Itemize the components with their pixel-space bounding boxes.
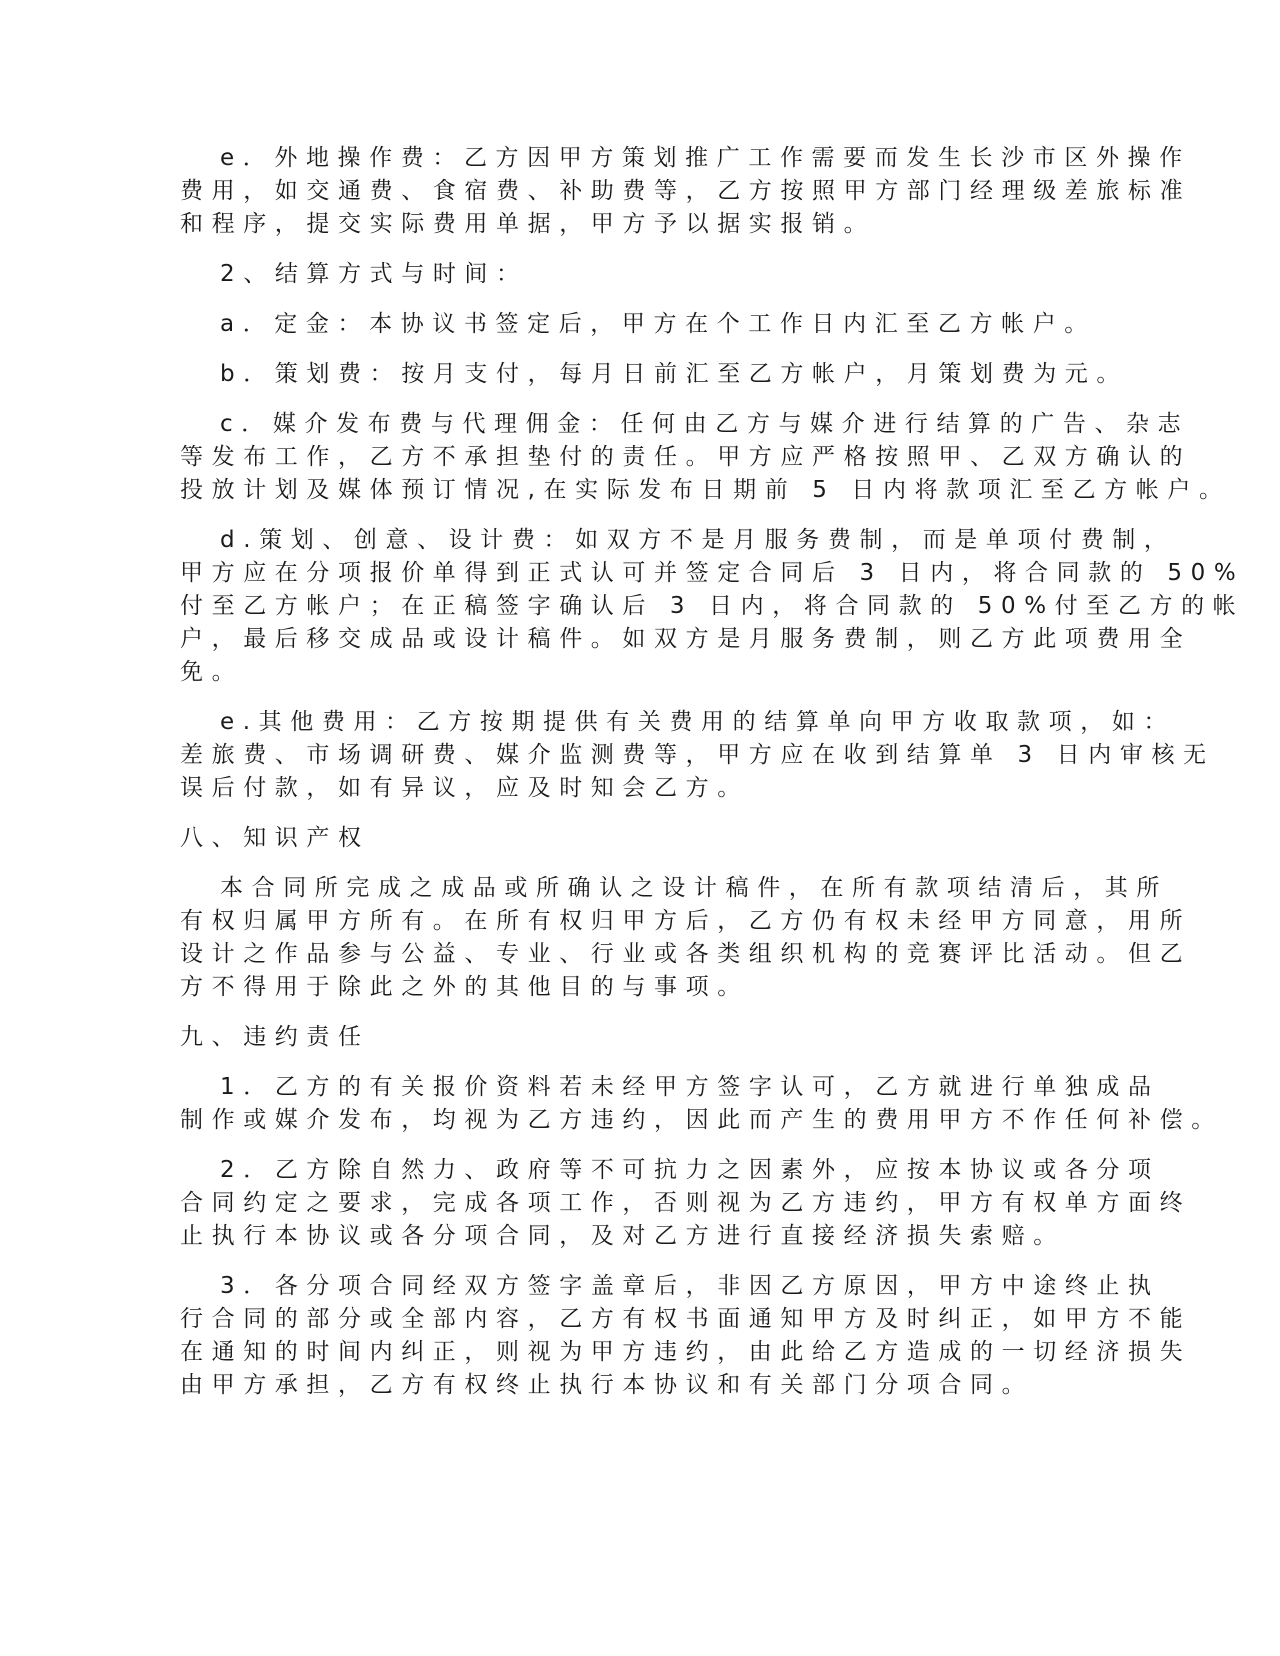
- text-line: 和程序，提交实际费用单据，甲方予以据实报销。: [180, 211, 876, 237]
- text-line: 本合同所完成之成品或所确认之设计稿件，在所有款项结清后，其所: [220, 875, 1168, 901]
- paragraph-c-media-fee: [180, 408, 1231, 507]
- text-line: 户，最后移交成品或设计稿件。如双方是月服务费制，则乙方此项费用全: [180, 626, 1192, 652]
- text-line: 费用，如交通费、食宿费、补助费等，乙方按照甲方部门经理级差旅标准: [180, 178, 1192, 204]
- text-line: e.其他费用：乙方按期提供有关费用的结算单向甲方收取款项，如：: [220, 709, 1176, 735]
- text-line: 2．乙方除自然力、政府等不可抗力之因素外，应按本协议或各分项: [220, 1157, 1160, 1183]
- text-line: 止执行本协议或各分项合同，及对乙方进行直接经济损失索赔。: [180, 1223, 1065, 1249]
- text-line: e．外地操作费：乙方因甲方策划推广工作需要而发生长沙市区外操作: [220, 145, 1191, 171]
- text-line: 在通知的时间内纠正，则视为甲方违约，由此给乙方造成的一切经济损失: [180, 1339, 1192, 1365]
- document-page: [180, 142, 1245, 1419]
- section-heading-liability: 九、违约责任: [180, 1024, 370, 1050]
- text-line: 有权归属甲方所有。在所有权归甲方后，乙方仍有权未经甲方同意，用所: [180, 908, 1192, 934]
- paragraph-e-other-fees: [180, 706, 1215, 805]
- text-line: 制作或媒介发布，均视为乙方违约，因此而产生的费用甲方不作任何补偿。: [180, 1107, 1223, 1133]
- text-line: 方不得用于除此之外的其他目的与事项。: [180, 974, 749, 1000]
- text-line: c．媒介发布费与代理佣金：任何由乙方与媒介进行结算的广告、杂志: [220, 411, 1190, 437]
- text-line: 设计之作品参与公益、专业、行业或各类组织机构的竞赛评比活动。但乙: [180, 941, 1192, 967]
- text-line: 投放计划及媒体预订情况,在实际发布日期前 5 日内将款项汇至乙方帐户。: [180, 477, 1231, 503]
- paragraph-liability-3: [180, 1270, 1192, 1402]
- text-line: 甲方应在分项报价单得到正式认可并签定合同后 3 日内，将合同款的 50%: [180, 560, 1245, 586]
- paragraph-b-planning-fee: b．策划费：按月支付，每月日前汇至乙方帐户，月策划费为元。: [220, 361, 1128, 387]
- text-line: 行合同的部分或全部内容，乙方有权书面通知甲方及时纠正，如甲方不能: [180, 1306, 1192, 1332]
- paragraph-liability-2: [180, 1154, 1192, 1253]
- paragraph-ip-ownership: [180, 872, 1192, 1004]
- text-line: 3．各分项合同经双方签字盖章后，非因乙方原因，甲方中途终止执: [220, 1273, 1160, 1299]
- subheading-settlement: 2、结算方式与时间：: [220, 261, 528, 287]
- text-line: d.策划、创意、设计费：如双方不是月服务费制，而是单项付费制，: [220, 527, 1176, 553]
- paragraph-liability-1: [180, 1071, 1223, 1137]
- section-heading-ip: 八、知识产权: [180, 825, 370, 851]
- paragraph-d-design-fee: [180, 524, 1245, 689]
- text-line: 等发布工作，乙方不承担垫付的责任。甲方应严格按照甲、乙双方确认的: [180, 444, 1192, 470]
- paragraph-a-deposit: a．定金：本协议书签定后，甲方在个工作日内汇至乙方帐户。: [220, 311, 1096, 337]
- text-line: 差旅费、市场调研费、媒介监测费等，甲方应在收到结算单 3 日内审核无: [180, 742, 1215, 768]
- text-line: 合同约定之要求，完成各项工作，否则视为乙方违约，甲方有权单方面终: [180, 1190, 1192, 1216]
- paragraph-e-offsite-fee: [180, 142, 1192, 241]
- text-line: 1．乙方的有关报价资料若未经甲方签字认可，乙方就进行单独成品: [220, 1074, 1160, 1100]
- text-line: 由甲方承担，乙方有权终止执行本协议和有关部门分项合同。: [180, 1372, 1034, 1398]
- text-line: 误后付款，如有异议，应及时知会乙方。: [180, 775, 749, 801]
- text-line: 付至乙方帐户；在正稿签字确认后 3 日内，将合同款的 50%付至乙方的帐: [180, 593, 1245, 619]
- text-line: 免。: [180, 659, 244, 685]
